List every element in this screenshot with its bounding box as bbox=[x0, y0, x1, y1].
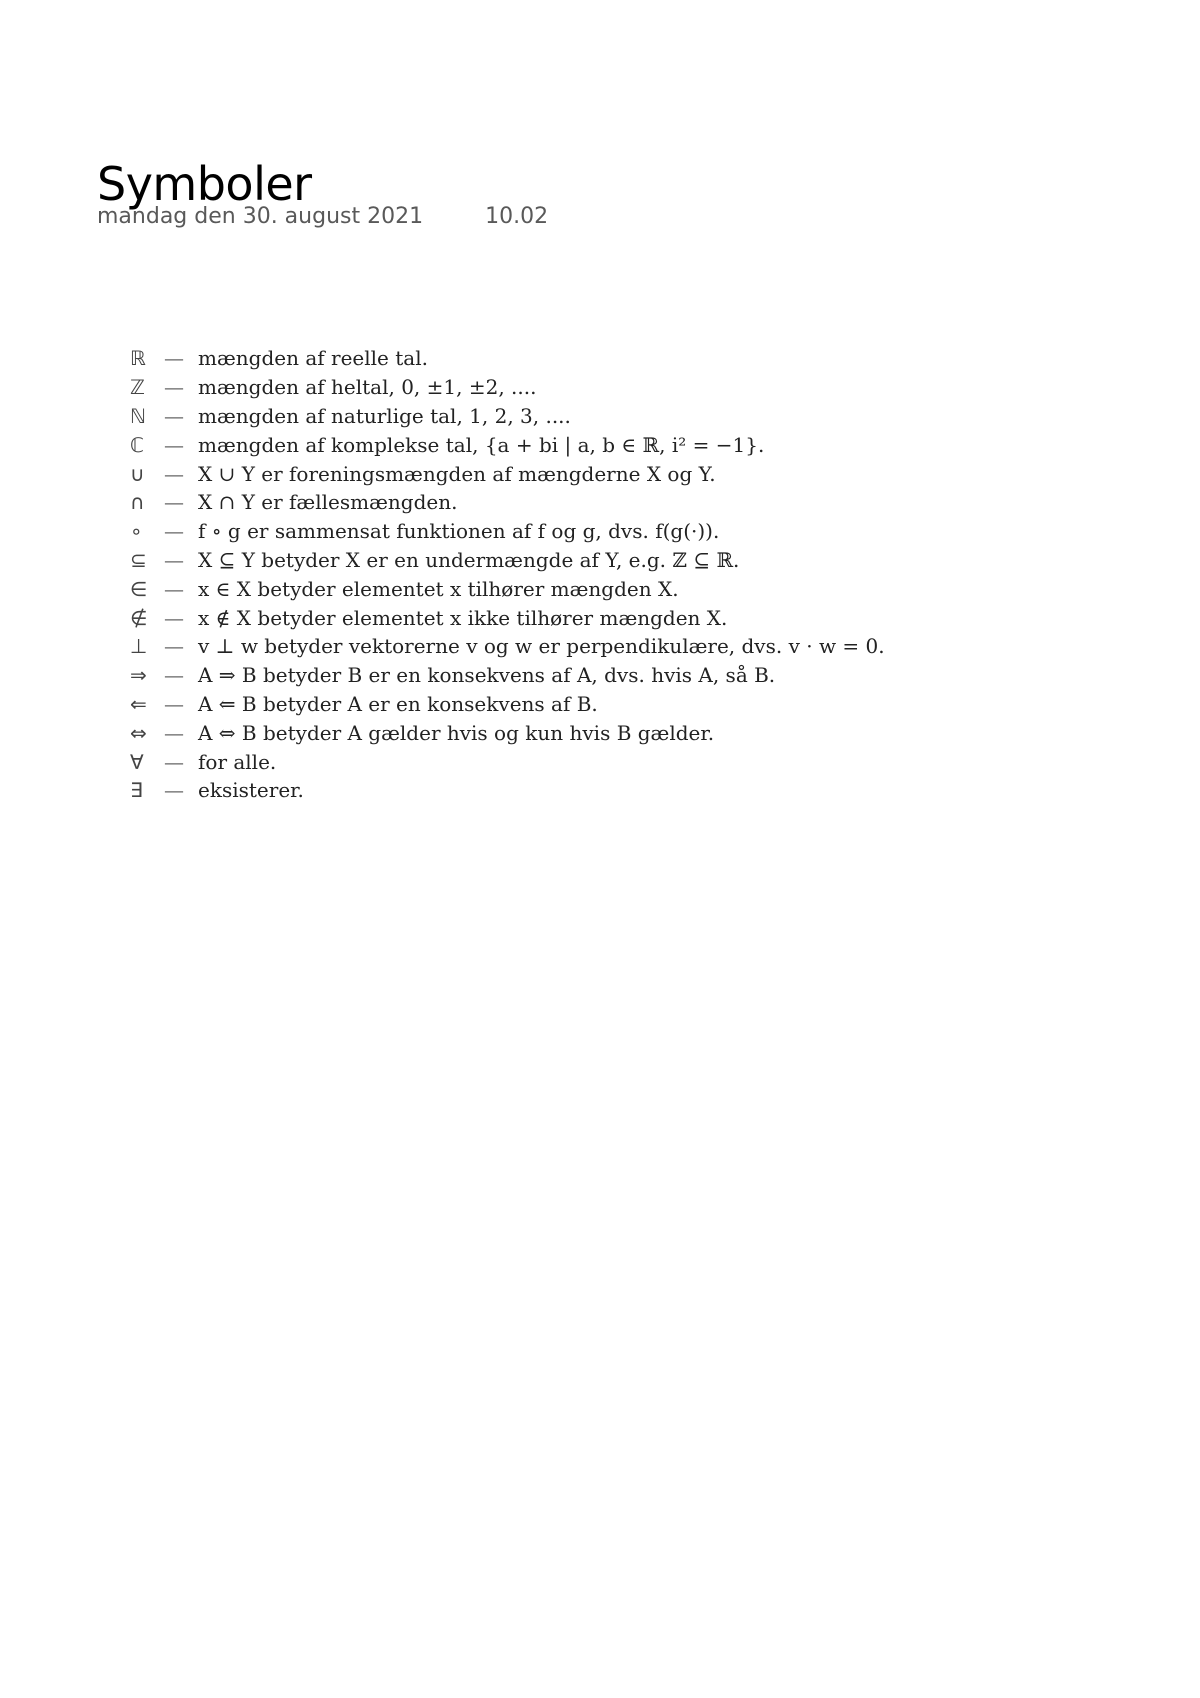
symbol-description: f ∘ g er sammensat funktionen af f og g, dvs. f(g(·)). bbox=[198, 519, 720, 544]
symbol-glyph: ∩ bbox=[130, 490, 145, 515]
symbol-dash: — bbox=[164, 778, 184, 803]
page-date: mandag den 30. august 2021 bbox=[97, 204, 424, 229]
symbol-glyph: ℂ bbox=[130, 432, 144, 457]
symbol-description: X ⊆ Y betyder X er en undermængde af Y, e.g. ℤ ⊆ ℝ. bbox=[198, 547, 740, 572]
symbol-dash: — bbox=[164, 720, 184, 745]
symbol-description: A ⇐ B betyder A er en konsekvens af B. bbox=[198, 691, 598, 716]
symbol-row-complex bbox=[130, 430, 885, 459]
symbol-description: A ⇒ B betyder B er en konsekvens af A, dvs. hvis A, så B. bbox=[198, 663, 776, 688]
symbol-row-exists bbox=[130, 776, 885, 805]
symbol-dash: — bbox=[164, 634, 184, 659]
symbol-dash: — bbox=[164, 605, 184, 630]
symbol-glyph: ⇔ bbox=[130, 720, 147, 745]
symbol-dash: — bbox=[164, 519, 184, 544]
symbol-glyph: ∘ bbox=[130, 519, 143, 544]
symbol-dash: — bbox=[164, 403, 184, 428]
symbol-dash: — bbox=[164, 346, 184, 371]
symbol-dash: — bbox=[164, 576, 184, 601]
symbol-dash: — bbox=[164, 461, 184, 486]
symbol-row-intersection bbox=[130, 488, 885, 517]
symbol-row-subset bbox=[130, 546, 885, 575]
symbol-row-perpendicular bbox=[130, 632, 885, 661]
symbol-glyph: ∀ bbox=[130, 749, 144, 774]
symbol-row-naturals bbox=[130, 402, 885, 431]
symbol-dash: — bbox=[164, 691, 184, 716]
symbol-row-iff bbox=[130, 718, 885, 747]
symbol-dash: — bbox=[164, 547, 184, 572]
symbol-row-integers bbox=[130, 373, 885, 402]
symbol-row-not-element-of bbox=[130, 603, 885, 632]
symbol-description: A ⇔ B betyder A gælder hvis og kun hvis B gælder. bbox=[198, 720, 715, 745]
symbol-dash: — bbox=[164, 663, 184, 688]
symbol-row-implies bbox=[130, 661, 885, 690]
symbol-glyph: ∃ bbox=[130, 778, 143, 803]
symbol-description: mængden af komplekse tal, {a + bi | a, b ∈ ℝ, i² = −1}. bbox=[198, 432, 765, 457]
symbol-description: mængden af reelle tal. bbox=[198, 346, 428, 371]
symbol-description: X ∩ Y er fællesmængden. bbox=[198, 490, 458, 515]
symbol-list bbox=[130, 344, 885, 805]
symbol-row-implied-by bbox=[130, 690, 885, 719]
symbol-glyph: ℝ bbox=[130, 346, 146, 371]
symbol-row-reals bbox=[130, 344, 885, 373]
symbol-glyph: ⊆ bbox=[130, 547, 147, 572]
symbol-description: x ∈ X betyder elementet x tilhører mængden X. bbox=[198, 576, 679, 601]
page-title: Symboler bbox=[97, 156, 312, 211]
symbol-description: x ∉ X betyder elementet x ikke tilhører mængden X. bbox=[198, 605, 728, 630]
symbol-dash: — bbox=[164, 490, 184, 515]
page-time: 10.02 bbox=[485, 204, 549, 229]
symbol-description: eksisterer. bbox=[198, 778, 304, 803]
symbol-description: X ∪ Y er foreningsmængden af mængderne X og Y. bbox=[198, 461, 716, 486]
symbol-row-for-all bbox=[130, 747, 885, 776]
symbol-glyph: ∉ bbox=[130, 605, 148, 630]
symbol-description: mængden af heltal, 0, ±1, ±2, .... bbox=[198, 375, 537, 400]
symbol-glyph: ⇒ bbox=[130, 663, 147, 688]
page-meta bbox=[97, 206, 548, 228]
symbol-description: for alle. bbox=[198, 749, 277, 774]
symbol-description: v ⊥ w betyder vektorerne v og w er perpendikulære, dvs. v · w = 0. bbox=[198, 634, 885, 659]
symbol-glyph: ⇐ bbox=[130, 691, 147, 716]
symbol-description: mængden af naturlige tal, 1, 2, 3, .... bbox=[198, 403, 571, 428]
symbol-row-element-of bbox=[130, 574, 885, 603]
symbol-dash: — bbox=[164, 432, 184, 457]
symbol-glyph: ∪ bbox=[130, 461, 145, 486]
symbol-glyph: ⊥ bbox=[130, 634, 148, 659]
symbol-dash: — bbox=[164, 749, 184, 774]
symbol-row-composition bbox=[130, 517, 885, 546]
symbol-glyph: ℤ bbox=[130, 375, 145, 400]
symbol-glyph: ∈ bbox=[130, 576, 148, 601]
symbol-dash: — bbox=[164, 375, 184, 400]
symbol-glyph: ℕ bbox=[130, 403, 147, 428]
symbol-row-union bbox=[130, 459, 885, 488]
